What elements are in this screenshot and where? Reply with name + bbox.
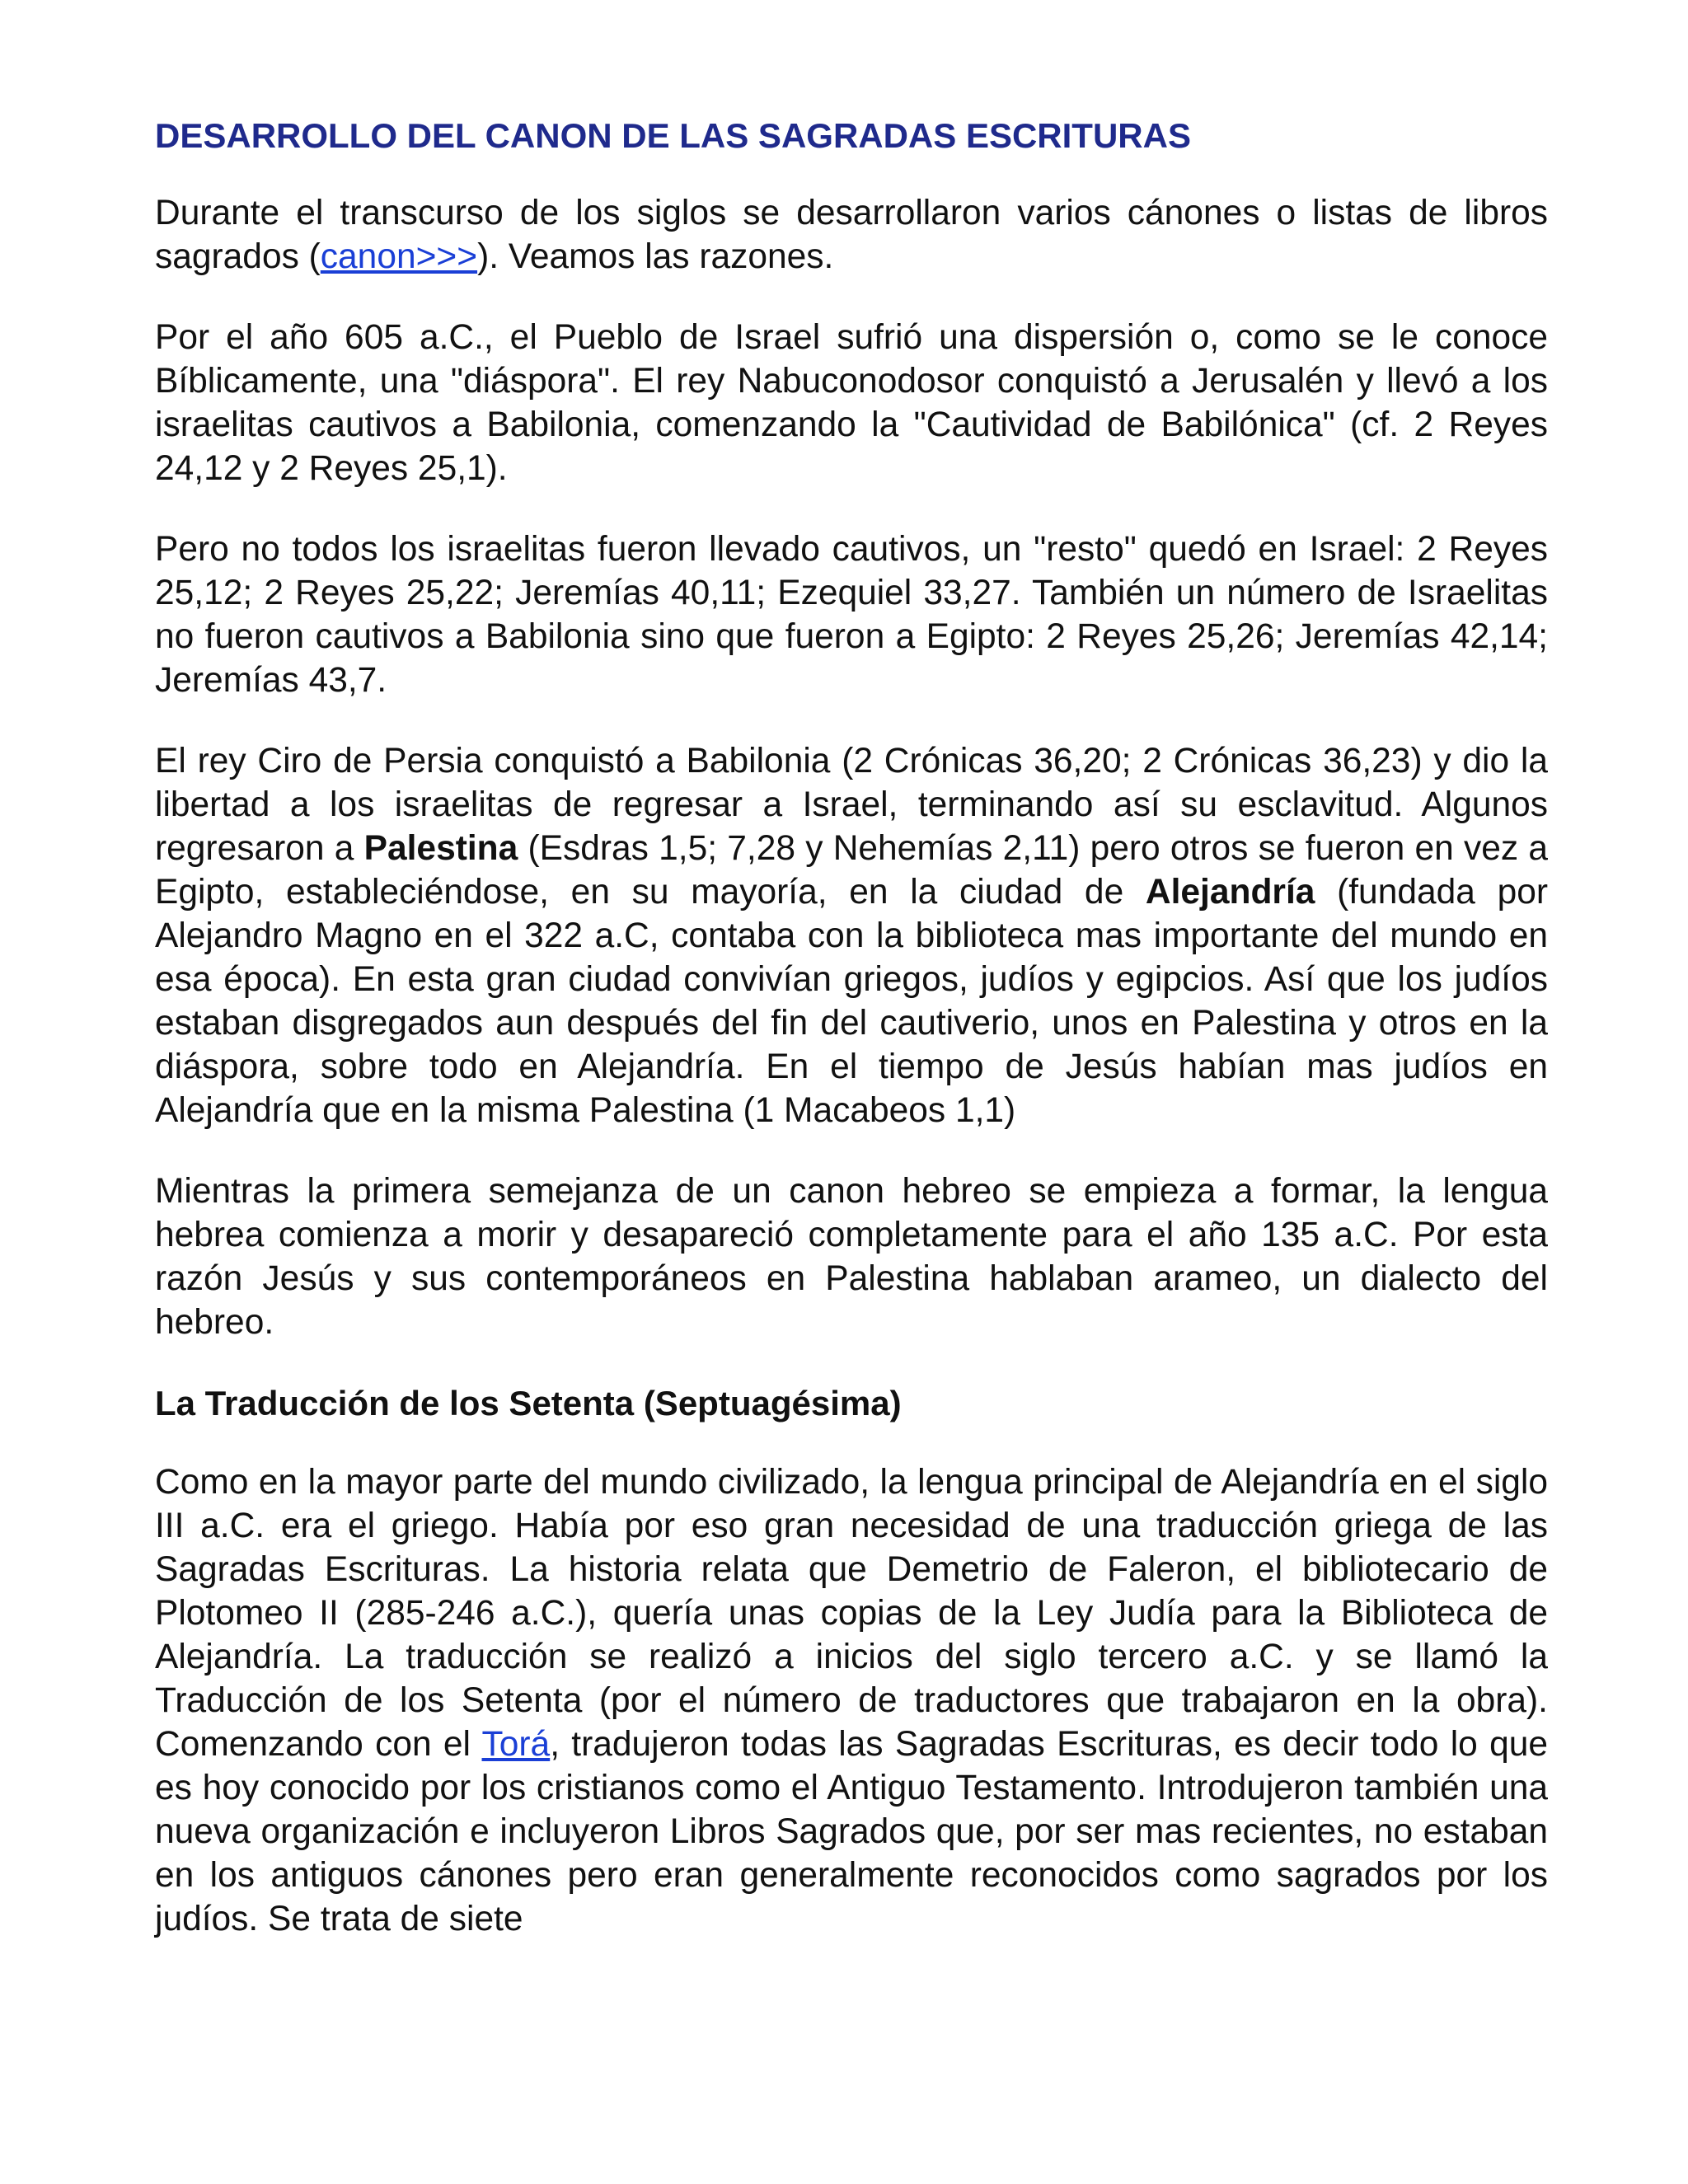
paragraph-septuagint [155,1460,1548,1941]
intro-text-before: Durante el transcurso de los siglos se desarrollaron varios cánones o listas de libros sagrados ( [155,194,1548,276]
alejandria-bold: Alejandría [1145,873,1315,912]
paragraph-remnant: Pero no todos los israelitas fueron llevado cautivos, un "resto" quedó en Israel: 2 Reyes 25,12; 2 Reyes 25,22; Jeremías 40,11; Ezequiel 33,27. También un número de Israelitas no fueron cautivos a Babilonia sino que fueron a Egipto: 2 Reyes 25,26; Jeremías 42,14; Jeremías 43,7. [155,530,1548,700]
cyrus-text-b: (Esdras 1,5; 7,28 y Nehemías 2,11) pero otros se fueron en vez a Egipto, estableciéndose, en su mayoría, en la ciudad de [155,829,1549,912]
palestina-bold: Palestina [363,829,518,868]
section-heading-septuagint: La Traducción de los Setenta (Septuagésima) [155,1384,902,1422]
paragraph-diaspora: Por el año 605 a.C., el Pueblo de Israel sufrió una dispersión o, como se le conoce Bíblicamente, una "diáspora". El rey Nabuconodosor conquistó a Jerusalén y llevó a los israelitas cautivos a Babilonia, comenzando la "Cautividad de Babilónica" (cf. 2 Reyes 24,12 y 2 Reyes 25,1). [155,318,1548,488]
cyrus-text-a: El rey Ciro de Persia conquistó a Babilonia (2 Crónicas 36,20; 2 Crónicas 36,23) y dio la libertad a los israelitas de regresar a Israel, terminando así su esclavitud. Algunos regresaron a [155,742,1548,868]
paragraph-intro [155,191,1548,279]
septuagint-text-b: , tradujeron todas las Sagradas Escrituras, es decir todo lo que es hoy conocido por los cristianos como el Antiguo Testamento. Introdujeron también una nueva organización e incluyeron Libros Sagrados que, por ser mas recientes, no estaban en los antiguos cánones pero eran generalmente reconocidos como sagrados por los judíos. Se trata de siete [155,1725,1548,1938]
tora-link[interactable]: Torá [481,1725,551,1764]
cyrus-text-c: (fundada por Alejandro Magno en el 322 a.C, contaba con la biblioteca mas importante del mundo en esa época). En esta gran ciudad convivían griegos, judíos y egipcios. Así que los judíos estaban disgregados aun después del fin del cautiverio, unos en Palestina y otros en la diáspora, sobre todo en Alejandría. En el tiempo de Jesús habían mas judíos en Alejandría que en la misma Palestina (1 Macabeos 1,1) [155,873,1549,1130]
canon-link[interactable]: canon>>> [320,237,478,276]
document-page [155,114,1548,1978]
septuagint-text-a: Como en la mayor parte del mundo civilizado, la lengua principal de Alejandría en el siglo III a.C. era el griego. Había por eso gran necesidad de una traducción griega de las Sagradas Escrituras. La historia relata que Demetrio de Faleron, el bibliotecario de Plotomeo II (285-246 a.C.), quería unas copias de la Ley Judía para la Biblioteca de Alejandría. La traducción se realizó a inicios del siglo tercero a.C. y se llamó la Traducción de los Setenta (por el número de traductores que trabajaron en la obra). Comenzando con el [155,1463,1548,1764]
page-title: DESARROLLO DEL CANON DE LAS SAGRADAS ESCRITURAS [155,116,1191,155]
intro-text-after: ). Veamos las razones. [477,237,834,276]
paragraph-hebrew-language: Mientras la primera semejanza de un canon hebreo se empieza a formar, la lengua hebrea comienza a morir y desapareció completamente para el año 135 a.C. Por esta razón Jesús y sus contemporáneos en Palestina hablaban arameo, un dialecto del hebreo. [155,1172,1548,1342]
paragraph-cyrus [155,739,1548,1132]
